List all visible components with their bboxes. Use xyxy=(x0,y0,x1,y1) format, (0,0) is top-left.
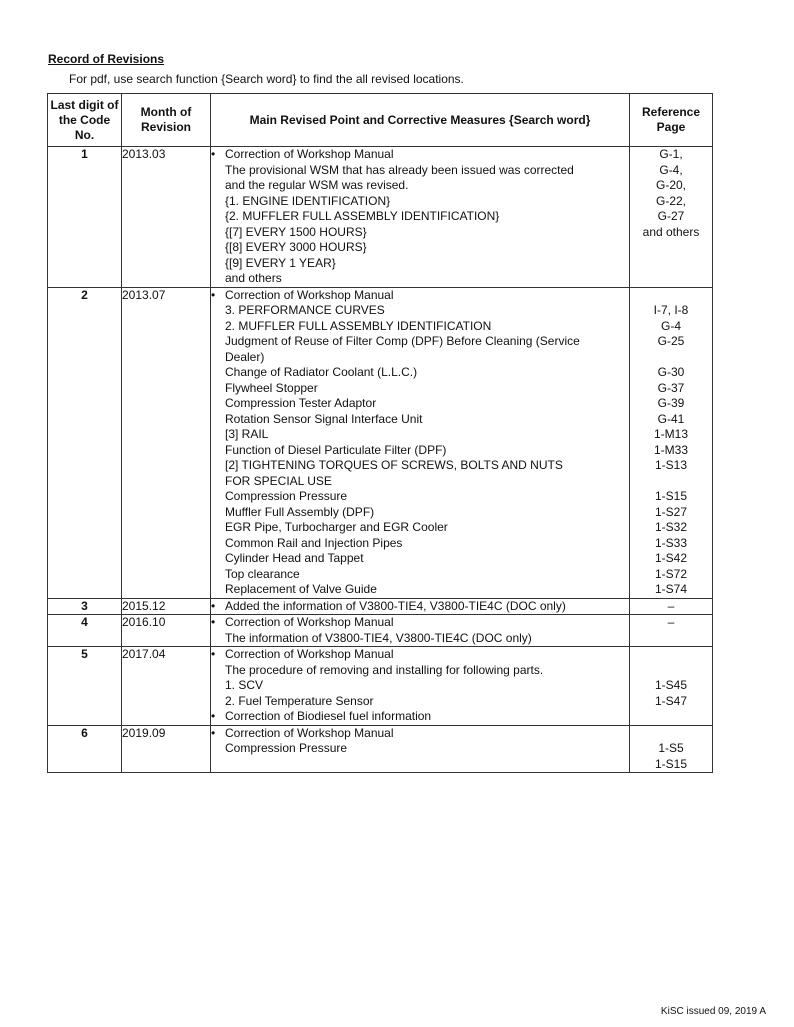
reference-page-entry: 1-S72 xyxy=(654,566,688,581)
bullet-icon xyxy=(211,443,225,459)
measure-line xyxy=(211,647,629,663)
measure-text: Change of Radiator Coolant (L.L.C.) xyxy=(225,365,418,379)
bullet-icon: • xyxy=(211,709,216,723)
measure-text: Rotation Sensor Signal Interface Unit xyxy=(225,411,423,426)
bullet-icon xyxy=(211,458,225,474)
revision-month-cell: 2015.12 xyxy=(122,598,211,615)
measure-text: Correction of Workshop Manual xyxy=(225,615,394,629)
measure-line xyxy=(211,194,629,210)
reference-page-entry: 1-S13 xyxy=(654,458,688,472)
bullet-icon xyxy=(211,240,225,256)
bullet-icon xyxy=(211,474,225,490)
measure-line xyxy=(211,489,629,505)
measure-line xyxy=(211,381,629,397)
reference-page-entry xyxy=(630,726,712,742)
reference-page-entry: 1-S74 xyxy=(654,582,688,596)
bullet-icon xyxy=(211,194,225,210)
reference-page-entry: 1-M33 xyxy=(653,442,688,457)
measure-text: FOR SPECIAL USE xyxy=(225,473,332,488)
reference-page-entry xyxy=(630,663,712,679)
revision-month-cell: 2016.10 xyxy=(122,615,211,647)
measure-line xyxy=(211,678,629,694)
bullet-icon xyxy=(211,225,225,241)
revision-month-cell: 2013.07 xyxy=(122,287,211,598)
reference-page-cell xyxy=(630,147,713,288)
reference-page-entry: and others xyxy=(642,224,700,239)
measure-text: Correction of Workshop Manual xyxy=(225,725,394,740)
measure-line xyxy=(211,147,629,163)
measure-text: [3] RAIL xyxy=(225,427,269,441)
bullet-icon xyxy=(211,365,225,381)
measure-line xyxy=(211,631,629,647)
reference-page-entry: – xyxy=(667,615,675,629)
measure-text: Common Rail and Injection Pipes xyxy=(225,535,403,550)
measure-text: Compression Pressure xyxy=(225,741,348,755)
bullet-icon xyxy=(211,520,225,536)
reference-page-entry: 1-S5 xyxy=(658,741,684,755)
reference-page-entry xyxy=(630,709,712,725)
measure-text: [2] TIGHTENING TORQUES OF SCREWS, BOLTS AND NUTS xyxy=(225,458,563,472)
measure-line xyxy=(211,757,629,773)
reference-page-entry xyxy=(630,350,712,366)
table-row xyxy=(48,287,713,598)
measure-text: Correction of Workshop Manual xyxy=(225,647,394,661)
measure-text: {[9] EVERY 1 YEAR} xyxy=(225,255,336,270)
bullet-icon xyxy=(211,319,225,335)
measure-text: Cylinder Head and Tappet xyxy=(225,551,364,565)
measure-text: The provisional WSM that has already been issued was corrected xyxy=(225,162,574,177)
reference-page-entry: 1-S45 xyxy=(654,678,688,692)
code-digit-cell: 1 xyxy=(48,147,122,288)
reference-page-entry xyxy=(630,474,712,490)
table-row xyxy=(48,147,713,288)
revision-measures-cell xyxy=(211,647,630,726)
table-row xyxy=(48,615,713,647)
header-code: Last digit of the Code No. xyxy=(48,94,122,147)
measure-text: Added the information of V3800-TIE4, V3800-TIE4C (DOC only) xyxy=(225,598,566,613)
reference-page-cell xyxy=(630,615,713,647)
bullet-icon: • xyxy=(211,615,216,629)
measure-line xyxy=(211,288,629,304)
table-row xyxy=(48,647,713,726)
measure-line xyxy=(211,520,629,536)
revisions-table xyxy=(47,93,713,773)
measure-text: Muffler Full Assembly (DPF) xyxy=(225,504,375,519)
measure-line xyxy=(211,271,629,287)
bullet-icon xyxy=(211,551,225,567)
reference-page-entry: 1-S42 xyxy=(654,551,688,565)
page-title: Record of Revisions xyxy=(48,52,165,66)
header-measures: Main Revised Point and Corrective Measures {Search word} xyxy=(211,94,630,147)
measure-line xyxy=(211,663,629,679)
measure-line xyxy=(211,163,629,179)
measure-text: EGR Pipe, Turbocharger and EGR Cooler xyxy=(225,520,448,534)
reference-page-entry xyxy=(630,240,712,256)
reference-page-entry xyxy=(630,647,712,663)
measure-line xyxy=(211,615,629,631)
measure-text: Compression Tester Adaptor xyxy=(225,396,377,410)
measure-text: and others xyxy=(225,271,282,285)
measure-text: Flywheel Stopper xyxy=(225,380,318,395)
bullet-icon: • xyxy=(211,287,216,302)
reference-page-cell xyxy=(630,725,713,773)
bullet-icon xyxy=(211,536,225,552)
bullet-icon xyxy=(211,303,225,319)
measure-line xyxy=(211,443,629,459)
measure-line xyxy=(211,694,629,710)
table-header-row xyxy=(48,94,713,147)
measure-line xyxy=(211,225,629,241)
revision-measures-cell xyxy=(211,147,630,288)
bullet-icon xyxy=(211,163,225,179)
measure-text: The procedure of removing and installing for following parts. xyxy=(225,662,544,677)
measure-text: Top clearance xyxy=(225,566,300,581)
measure-text: {[7] EVERY 1500 HOURS} xyxy=(225,224,367,239)
bullet-icon xyxy=(211,412,225,428)
reference-page-entry: G-20, xyxy=(655,178,686,192)
measure-text: Judgment of Reuse of Filter Comp (DPF) Before Cleaning (Service xyxy=(225,334,580,348)
measure-line xyxy=(211,412,629,428)
bullet-icon: • xyxy=(211,598,216,613)
reference-page-entry: I-7, I-8 xyxy=(653,303,689,317)
code-digit-cell: 2 xyxy=(48,287,122,598)
measure-text: The information of V3800-TIE4, V3800-TIE4C (DOC only) xyxy=(225,630,532,645)
bullet-icon xyxy=(211,567,225,583)
measure-line xyxy=(211,334,629,350)
measure-line xyxy=(211,551,629,567)
measure-line xyxy=(211,209,629,225)
reference-page-entry: G-25 xyxy=(657,334,685,348)
bullet-icon xyxy=(211,505,225,521)
reference-page-entry: G-1, xyxy=(659,147,683,161)
code-digit-cell: 5 xyxy=(48,647,122,726)
revision-measures-cell xyxy=(211,287,630,598)
bullet-icon: • xyxy=(211,725,216,740)
measure-text: Compression Pressure xyxy=(225,489,348,503)
revision-measures-cell xyxy=(211,725,630,773)
measure-line xyxy=(211,178,629,194)
measure-text: Function of Diesel Particulate Filter (DPF) xyxy=(225,442,447,457)
measure-line xyxy=(211,256,629,272)
reference-page-entry: G-37 xyxy=(657,380,685,395)
measure-line xyxy=(211,726,629,742)
bullet-icon xyxy=(211,381,225,397)
measure-text: {1. ENGINE IDENTIFICATION} xyxy=(225,193,391,208)
reference-page-entry xyxy=(630,271,712,287)
measure-text: Dealer) xyxy=(225,349,265,364)
reference-page-entry: 1-S15 xyxy=(654,489,688,503)
revision-measures-cell xyxy=(211,598,630,615)
header-month: Month of Revision xyxy=(122,94,211,147)
measure-line xyxy=(211,536,629,552)
bullet-icon xyxy=(211,631,225,647)
code-digit-cell: 3 xyxy=(48,598,122,615)
reference-page-entry: 1-M13 xyxy=(653,427,688,441)
bullet-icon xyxy=(211,396,225,412)
bullet-icon xyxy=(211,741,225,757)
bullet-icon: • xyxy=(211,147,216,161)
reference-page-entry: G-27 xyxy=(657,209,685,223)
measure-text: 2. MUFFLER FULL ASSEMBLY IDENTIFICATION xyxy=(225,318,492,333)
measure-line xyxy=(211,505,629,521)
revision-month-cell: 2013.03 xyxy=(122,147,211,288)
bullet-icon xyxy=(211,694,225,710)
measure-text: Correction of Workshop Manual xyxy=(225,147,394,161)
reference-page-entry: G-4, xyxy=(659,162,683,177)
reference-page-cell xyxy=(630,647,713,726)
reference-page-cell xyxy=(630,287,713,598)
table-row xyxy=(48,598,713,615)
reference-page-entry: 1-S32 xyxy=(654,520,688,534)
bullet-icon xyxy=(211,256,225,272)
bullet-icon xyxy=(211,678,225,694)
measure-line xyxy=(211,709,629,725)
measure-text: 3. PERFORMANCE CURVES xyxy=(225,303,385,317)
reference-page-entry xyxy=(630,288,712,304)
revision-month-cell: 2017.04 xyxy=(122,647,211,726)
reference-page-entry: 1-S47 xyxy=(654,693,688,708)
measure-text: 1. SCV xyxy=(225,678,264,692)
reference-page-entry: G-41 xyxy=(657,411,685,426)
reference-page-entry: G-39 xyxy=(657,396,685,410)
bullet-icon xyxy=(211,582,225,598)
reference-page-entry xyxy=(630,256,712,272)
measure-line xyxy=(211,427,629,443)
measure-line xyxy=(211,458,629,474)
reference-page-entry: 1-S27 xyxy=(654,504,688,519)
reference-page-entry: – xyxy=(667,598,675,613)
code-digit-cell: 6 xyxy=(48,725,122,773)
table-body xyxy=(48,147,713,773)
bullet-icon xyxy=(211,271,225,287)
header-refs: Reference Page xyxy=(630,94,713,147)
measure-text: Replacement of Valve Guide xyxy=(225,582,377,596)
measure-text: and the regular WSM was revised. xyxy=(225,178,409,192)
measure-line xyxy=(211,303,629,319)
revision-measures-cell xyxy=(211,615,630,647)
measure-text: {2. MUFFLER FULL ASSEMBLY IDENTIFICATION} xyxy=(225,209,500,223)
measure-line xyxy=(211,582,629,598)
page-subtitle: For pdf, use search function {Search word} to find the all revised locations. xyxy=(69,72,464,86)
table-row xyxy=(48,725,713,773)
measure-text: {[8] EVERY 3000 HOURS} xyxy=(225,240,367,254)
revision-month-cell: 2019.09 xyxy=(122,725,211,773)
bullet-icon xyxy=(211,334,225,350)
reference-page-entry: G-22, xyxy=(655,193,686,208)
measure-line xyxy=(211,365,629,381)
measure-line xyxy=(211,474,629,490)
footer-issue-note: KiSC issued 09, 2019 A xyxy=(660,1006,766,1017)
reference-page-entry: 1-S33 xyxy=(654,535,688,550)
bullet-icon: • xyxy=(211,647,216,661)
bullet-icon xyxy=(211,489,225,505)
measure-line xyxy=(211,240,629,256)
bullet-icon xyxy=(211,757,225,773)
bullet-icon xyxy=(211,209,225,225)
bullet-icon xyxy=(211,350,225,366)
bullet-icon xyxy=(211,663,225,679)
reference-page-entry xyxy=(630,631,712,647)
reference-page-entry: G-4 xyxy=(660,318,681,333)
measure-line xyxy=(211,741,629,757)
measure-line xyxy=(211,599,629,615)
reference-page-entry: 1-S15 xyxy=(654,756,688,771)
measure-line xyxy=(211,567,629,583)
bullet-icon xyxy=(211,427,225,443)
bullet-icon xyxy=(211,178,225,194)
reference-page-entry: G-30 xyxy=(657,365,685,379)
measure-text: Correction of Workshop Manual xyxy=(225,287,394,302)
measure-line xyxy=(211,350,629,366)
measure-text: 2. Fuel Temperature Sensor xyxy=(225,693,374,708)
code-digit-cell: 4 xyxy=(48,615,122,647)
measure-line xyxy=(211,396,629,412)
reference-page-cell xyxy=(630,598,713,615)
measure-line xyxy=(211,319,629,335)
measure-text: Correction of Biodiesel fuel information xyxy=(225,709,432,723)
